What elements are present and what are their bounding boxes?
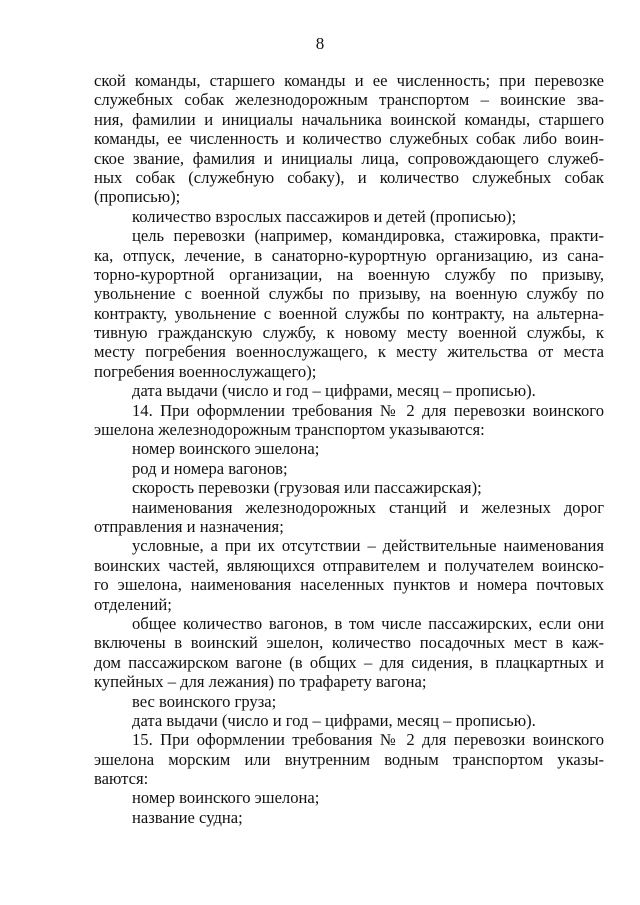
text-line: торно-курортной организации, на военную службу по призыву, (94, 264, 604, 284)
text-line: ской команды, старшего команды и ее численность; при перевозке (94, 71, 604, 90)
text-line: отправления и назначения; (94, 516, 284, 536)
text-line: контракту, увольнение с военной службы по контракту, на альтерна- (94, 303, 604, 323)
text-line: дата выдачи (число и год – цифрами, месяц – прописью). (132, 710, 536, 730)
page-number: 8 (315, 34, 325, 53)
text-line: количество взрослых пассажиров и детей (прописью); (132, 206, 517, 226)
text-line: отделений; (94, 594, 172, 614)
text-line: дата выдачи (число и год – цифрами, месяц – прописью). (132, 381, 536, 401)
text-line: условные, а при их отсутствии – действительные наименования (132, 536, 604, 556)
text-line: (прописью); (94, 187, 181, 207)
text-line: ваются: (94, 769, 149, 789)
text-line: номер воинского эшелона; (132, 788, 320, 808)
text-line: ных собак (служебную собаку), и количество служебных собак (94, 167, 604, 187)
document-body (94, 71, 604, 827)
text-line: увольнение с военной службы по призыву, на военную службу по (94, 284, 604, 304)
text-line: купейных – для лежания) по трафарету вагона; (94, 672, 427, 692)
text-line: тивную гражданскую службу, к новому месту военной службы, к (94, 323, 604, 343)
text-line: цель перевозки (например, командировка, стажировка, практи- (132, 226, 604, 246)
text-line: воинских частей, являющихся отправителем и получателем воинско- (94, 555, 604, 575)
text-line: го эшелона, наименования населенных пунктов и номера почтовых (94, 575, 604, 595)
text-line: дом пассажирском вагоне (в общих – для сидения, в плацкартных и (94, 652, 604, 672)
text-line: включены в воинский эшелон, количество посадочных мест в каж- (94, 633, 604, 653)
text-line: служебных собак железнодорожным транспортом – воинские зва- (94, 90, 604, 110)
text-line: 15. При оформлении требования № 2 для перевозки воинского (132, 730, 604, 750)
text-line: скорость перевозки (грузовая или пассажирская); (132, 478, 482, 498)
text-line: ния, фамилии и инициалы начальника воинской команды, старшего (94, 109, 604, 129)
text-line: номер воинского эшелона; (132, 439, 320, 459)
text-line: погребения военнослужащего); (94, 361, 317, 381)
text-line: 14. При оформлении требования № 2 для перевозки воинского (132, 400, 604, 420)
text-line: название судна; (132, 807, 243, 827)
text-line: эшелона морским или внутренним водным транспортом указы- (94, 749, 604, 769)
text-line: общее количество вагонов, в том числе пассажирских, если они (132, 613, 604, 633)
text-line: ка, отпуск, лечение, в санаторно-курортную организацию, из сана- (94, 245, 604, 265)
text-line: наименования железнодорожных станций и железных дорог (132, 497, 604, 517)
text-line: ское звание, фамилия и инициалы лица, сопровождающего служеб- (94, 148, 604, 168)
text-line: вес воинского груза; (132, 691, 277, 711)
text-line: месту погребения военнослужащего, к месту жительства от места (94, 342, 604, 362)
text-line: эшелона железнодорожным транспортом указываются: (94, 420, 485, 440)
text-line: род и номера вагонов; (132, 458, 288, 478)
text-line: команды, ее численность и количество служебных собак либо воин- (94, 129, 604, 149)
